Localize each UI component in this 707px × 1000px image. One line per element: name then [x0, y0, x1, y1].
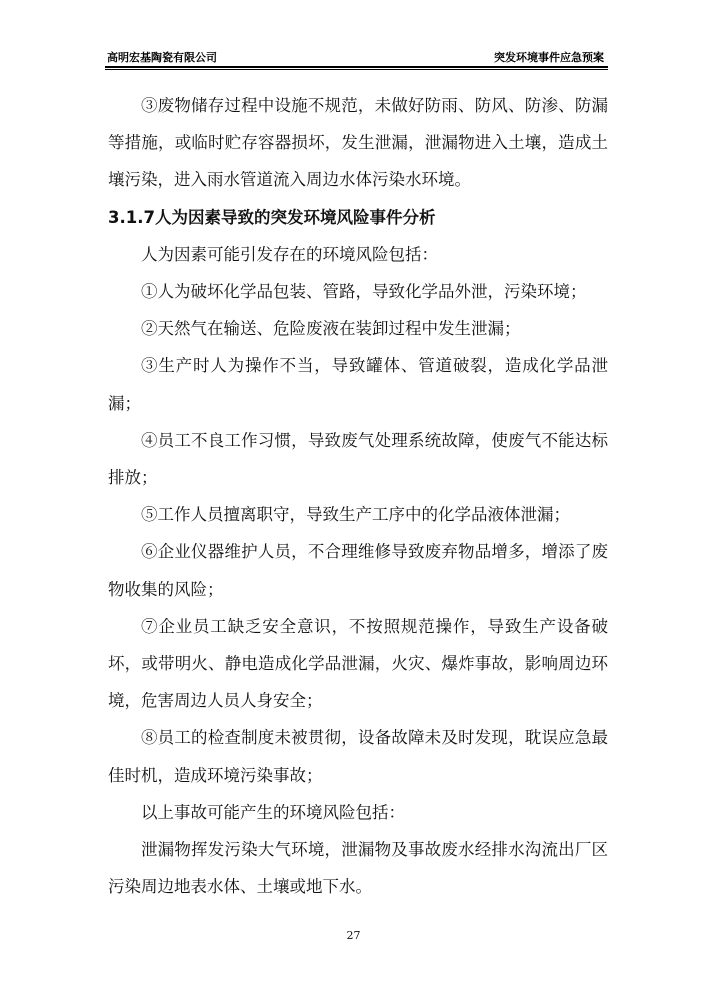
paragraph-lead: 人为因素可能引发存在的环境风险包括：: [141, 244, 438, 264]
list-item: ②天然气在输送、危险废液在装卸过程中发生泄漏；: [141, 319, 521, 339]
paragraph-item-3-waste-storage: ③废物储存过程中设施不规范，未做好防雨、防风、防渗、防漏等措施，或临时贮存容器损坏，发生泄漏，泄漏物进入土壤，造成土壤污染，进入雨水管道流入周边水体污染水环境。: [108, 96, 608, 190]
list-item: ①人为破坏化学品包装、管路，导致化学品外泄，污染环境；: [141, 282, 587, 302]
list-item: ⑦企业员工缺乏安全意识，不按照规范操作，导致生产设备破坏，或带明火、静电造成化学品泄漏，火灾、爆炸事故，影响周边环境，危害周边人员人身安全；: [108, 616, 608, 711]
header-company-name: 高明宏基陶瓷有限公司: [107, 51, 217, 64]
header-rule-thick: [105, 66, 608, 68]
list-item: ④员工不良工作习惯，导致废气处理系统故障，使废气不能达标排放；: [108, 430, 608, 488]
paragraph-summary: 泄漏物挥发污染大气环境，泄漏物及事故废水经排水沟流出厂区污染周边地表水体、土壤或地下水。: [108, 840, 608, 897]
header-rule-thin: [105, 69, 608, 70]
list-item: ⑧员工的检查制度未被贯彻，设备故障未及时发现，耽误应急最佳时机，造成环境污染事故；: [108, 728, 608, 785]
header-document-title: 突发环境事件应急预案: [494, 51, 604, 64]
section-heading: 3.1.7人为因素导致的突发环境风险事件分析: [108, 207, 436, 227]
list-item: ⑥企业仪器维护人员，不合理维修导致废弃物品增多，增添了废物收集的风险；: [108, 542, 608, 599]
page-header: [105, 47, 608, 65]
list-item: ③生产时人为操作不当，导致罐体、管道破裂，造成化学品泄漏；: [108, 356, 608, 413]
page-number: 27: [346, 929, 361, 942]
body-text: [108, 87, 608, 905]
list-item: ⑤工作人员擅离职守，导致生产工序中的化学品液体泄漏；: [141, 505, 570, 525]
paragraph-summary-lead: 以上事故可能产生的环境风险包括：: [141, 802, 405, 822]
